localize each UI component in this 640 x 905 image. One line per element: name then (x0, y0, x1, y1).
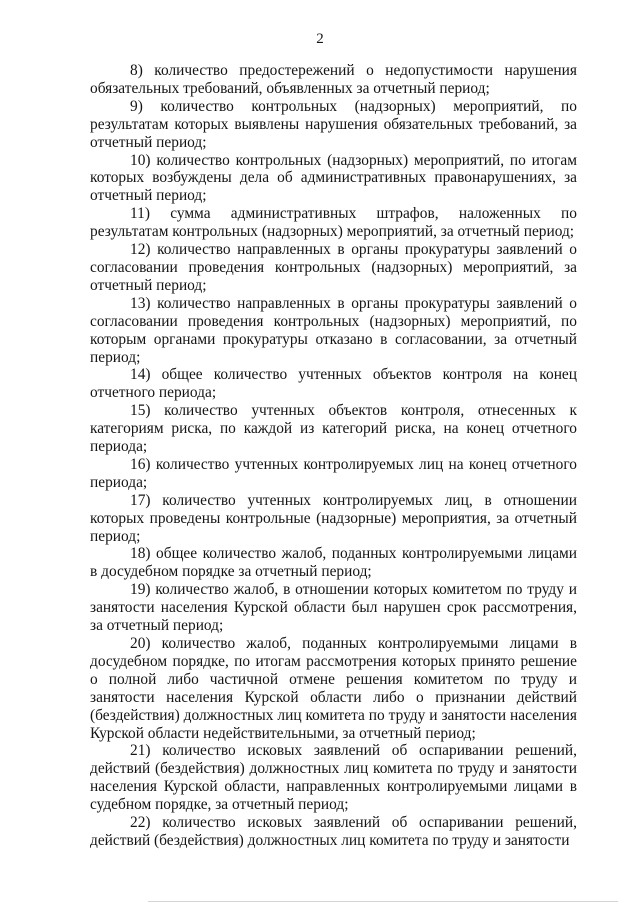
list-item-15: 15) количество учтенных объектов контроля, отнесенных к категориям риска, по каждой из категорий риска, на конец отчетного периода; (90, 402, 577, 456)
list-item-8: 8) количество предостережений о недопустимости нарушения обязательных требований, объявленных за отчетный период; (90, 62, 577, 97)
list-item-16: 16) количество учтенных контролируемых лиц на конец отчетного периода; (90, 455, 577, 491)
list-item-21: 21) количество исковых заявлений об оспаривании решений, действий (бездействия) должностных лиц комитета по труду и занятости населения Курской области, направленных контролируемыми лицами в судебном порядке, за отчетный период; (90, 742, 577, 814)
list-item-22: 22) количество исковых заявлений об оспаривании решений, действий (бездействия) должностных лиц комитета по труду и занятости (90, 814, 577, 849)
page-number: 2 (316, 31, 324, 47)
list-item-9: 9) количество контрольных (надзорных) мероприятий, по результатам которых выявлены нарушения обязательных требований, за отчетный период; (90, 97, 577, 151)
list-item-14: 14) общее количество учтенных объектов контроля на конец отчетного периода; (90, 366, 577, 402)
list-item-13: 13) количество направленных в органы прокуратуры заявлений о согласовании проведения контрольных (надзорных) мероприятий, по которым органами прокуратуры отказано в согласовании, за отчетный период; (90, 294, 577, 366)
page-bottom-edge (148, 901, 618, 902)
list-item-10: 10) количество контрольных (надзорных) мероприятий, по итогам которых возбуждены дела об административных правонарушениях, за отчетный период; (90, 151, 577, 205)
list-item-19: 19) количество жалоб, в отношении которых комитетом по труду и занятости населения Курской области был нарушен срок рассмотрения, за отчетный период; (90, 581, 577, 635)
document-body (90, 62, 577, 850)
list-item-18: 18) общее количество жалоб, поданных контролируемыми лицами в досудебном порядке за отчетный период; (90, 545, 577, 581)
list-item-12: 12) количество направленных в органы прокуратуры заявлений о согласовании проведения контрольных (надзорных) мероприятий, за отчетный период; (90, 241, 577, 294)
list-item-17: 17) количество учтенных контролируемых лиц, в отношении которых проведены контрольные (надзорные) мероприятия, за отчетный период; (90, 491, 577, 545)
list-item-20: 20) количество жалоб, поданных контролируемыми лицами в досудебном порядке, по итогам рассмотрения которых принято решение о полной либо частичной отмене решения комитетом по труду и занятости населения Курской области либо о признании действий (бездействия) должностных лиц комитета по труду и занятости населения Курской области недействительными, за отчетный период; (90, 635, 577, 742)
list-item-11: 11) сумма административных штрафов, наложенных по результатам контрольных (надзорных) мероприятий, за отчетный период; (90, 205, 577, 241)
